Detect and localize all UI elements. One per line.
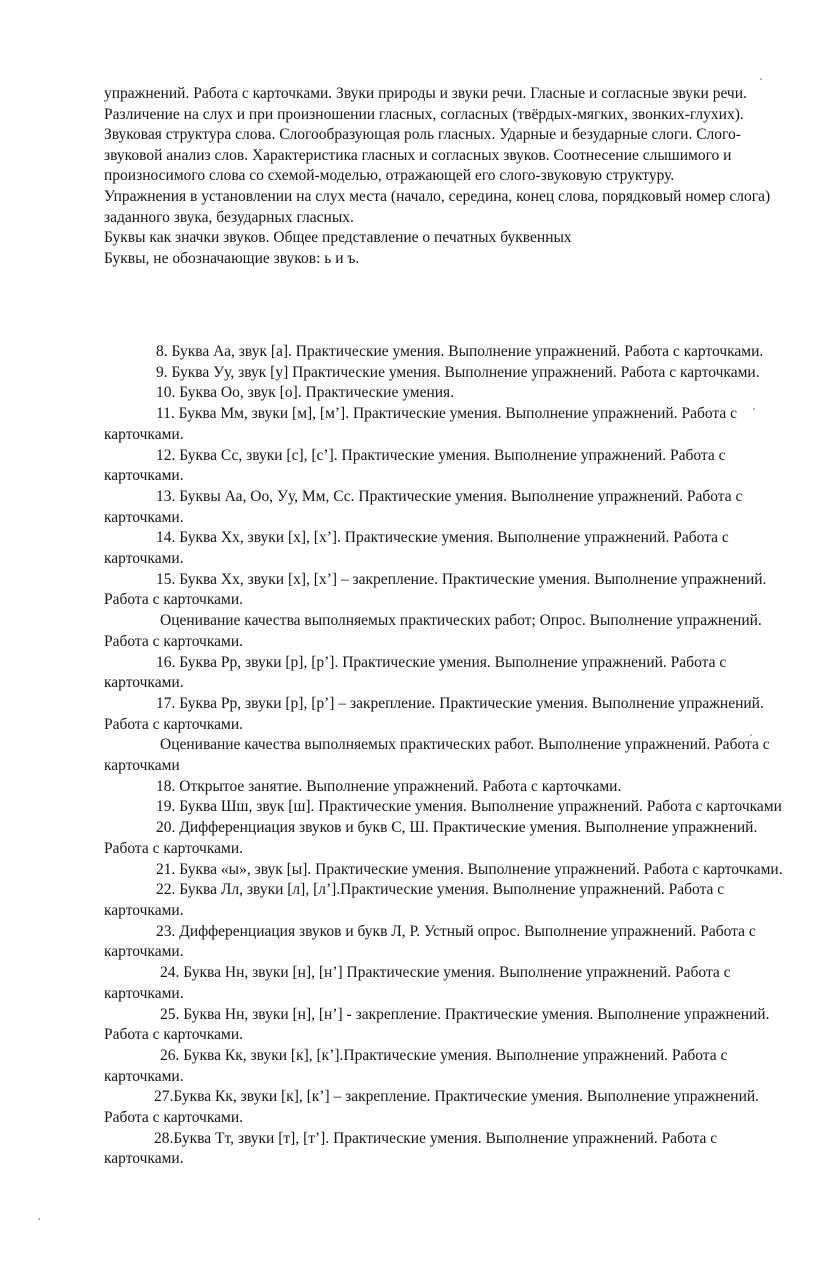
intro-section [104,84,794,269]
lesson-item: 24. Буква Нн, звуки [н], [н’] Практические умения. Выполнение упражнений. Работа с карточками. [104,964,731,1002]
lesson-item: 25. Буква Нн, звуки [н], [н’] - закрепление. Практические умения. Выполнение упражнений. Работа с карточками. [104,1005,770,1044]
lesson-item: 19. Буква Шш, звук [ш]. Практические умения. Выполнение упражнений. Работа с карточками [156,798,782,816]
lesson-item: 14. Буква Хх, звуки [х], [х’]. Практические умения. Выполнение упражнений. Работа с карточками. [104,529,729,568]
lesson-item: 21. Буква «ы», звук [ы]. Практические умения. Выполнение упражнений. Работа с карточками. [156,860,783,878]
lesson-item: 18. Открытое занятие. Выполнение упражнений. Работа с карточками. [156,777,622,795]
assessment-note: Оценивание качества выполняемых практических работ. Выполнение упражнений. Работа с карточками [104,736,770,775]
lesson-item: 12. Буква Сс, звуки [с], [с’]. Практические умения. Выполнение упражнений. Работа с карточками. [104,446,726,485]
lesson-item: 10. Буква Оо, звук [о]. Практические умения. [156,384,455,402]
scan-speck [750,734,752,736]
intro-paragraph: Упражнения в установлении на слух места (начало, середина, конец слова, порядковый номер слога) заданного звука, безударных гласных. [104,187,771,226]
intro-paragraph: упражнений. Работа с карточками. Звуки природы и звуки речи. Гласные и согласные звуки речи. [104,85,747,102]
assessment-note: Оценивание качества выполняемых практических работ; Опрос. Выполнение упражнений. Работа с карточками. [104,612,762,650]
lesson-item: 16. Буква Рр, звуки [р], [р’]. Практические умения. Выполнение упражнений. Работа с карточками. [104,653,727,692]
lesson-item: 23. Дифференциация звуков и букв Л, Р. Устный опрос. Выполнение упражнений. Работа с карточками. [104,922,756,961]
lesson-item: 27.Буква Кк, звуки [к], [к’] – закрепление. Практические умения. Выполнение упражнений. Работа с карточками. [104,1088,760,1127]
lesson-item: 20. Дифференциация звуков и букв С, Ш. Практические умения. Выполнение упражнений. Работа с карточками. [104,819,758,857]
intro-paragraph: Буквы, не обозначающие звуков: ь и ъ. [104,249,360,267]
lesson-item: 9. Буква Уу, звук [у] Практические умения. Выполнение упражнений. Работа с карточками. [156,363,760,381]
lesson-item: 28.Буква Тт, звуки [т], [т’]. Практические умения. Выполнение упражнений. Работа с карточками. [104,1129,718,1168]
scan-speck [38,1218,40,1220]
intro-paragraph: Различение на слух и при произношении гласных, согласных (твёрдых-мягких, звонких-глухих). Звуковая структура слова. Слогообразующая роль гласных. Ударные и безударные слоги. Слого-звуковой анализ слов. Характеристика гласных и согласных звуков. Соотнесение слышимого и произносимого слова со схемой-моделью, отражающей его слого-звуковую структуру. [104,105,744,185]
lesson-item: 26. Буква Кк, звуки [к], [к’].Практические умения. Выполнение упражнений. Работа с карточками. [104,1046,728,1085]
lesson-item: 8. Буква Аа, звук [а]. Практические умения. Выполнение упражнений. Работа с карточками. [156,343,764,360]
lesson-list [104,342,789,1170]
lesson-item: 15. Буква Хх, звуки [х], [х’] – закрепление. Практические умения. Выполнение упражнений. Работа с карточками. [104,570,767,609]
lesson-item: 11. Буква Мм, звуки [м], [м’]. Практические умения. Выполнение упражнений. Работа с карточками. [104,405,737,443]
lesson-item: 17. Буква Рр, звуки [р], [р’] – закрепление. Практические умения. Выполнение упражнений. Работа с карточками. [104,694,764,733]
lesson-item: 13. Буквы Аа, Оо, Уу, Мм, Сс. Практические умения. Выполнение упражнений. Работа с карточками. [104,487,743,526]
scan-speck [760,78,762,80]
lesson-item: 22. Буква Лл, звуки [л], [л’].Практические умения. Выполнение упражнений. Работа с карточками. [104,881,725,919]
intro-paragraph: Буквы как значки звуков. Общее представление о печатных буквенных [104,229,572,247]
scan-speck [753,408,755,410]
